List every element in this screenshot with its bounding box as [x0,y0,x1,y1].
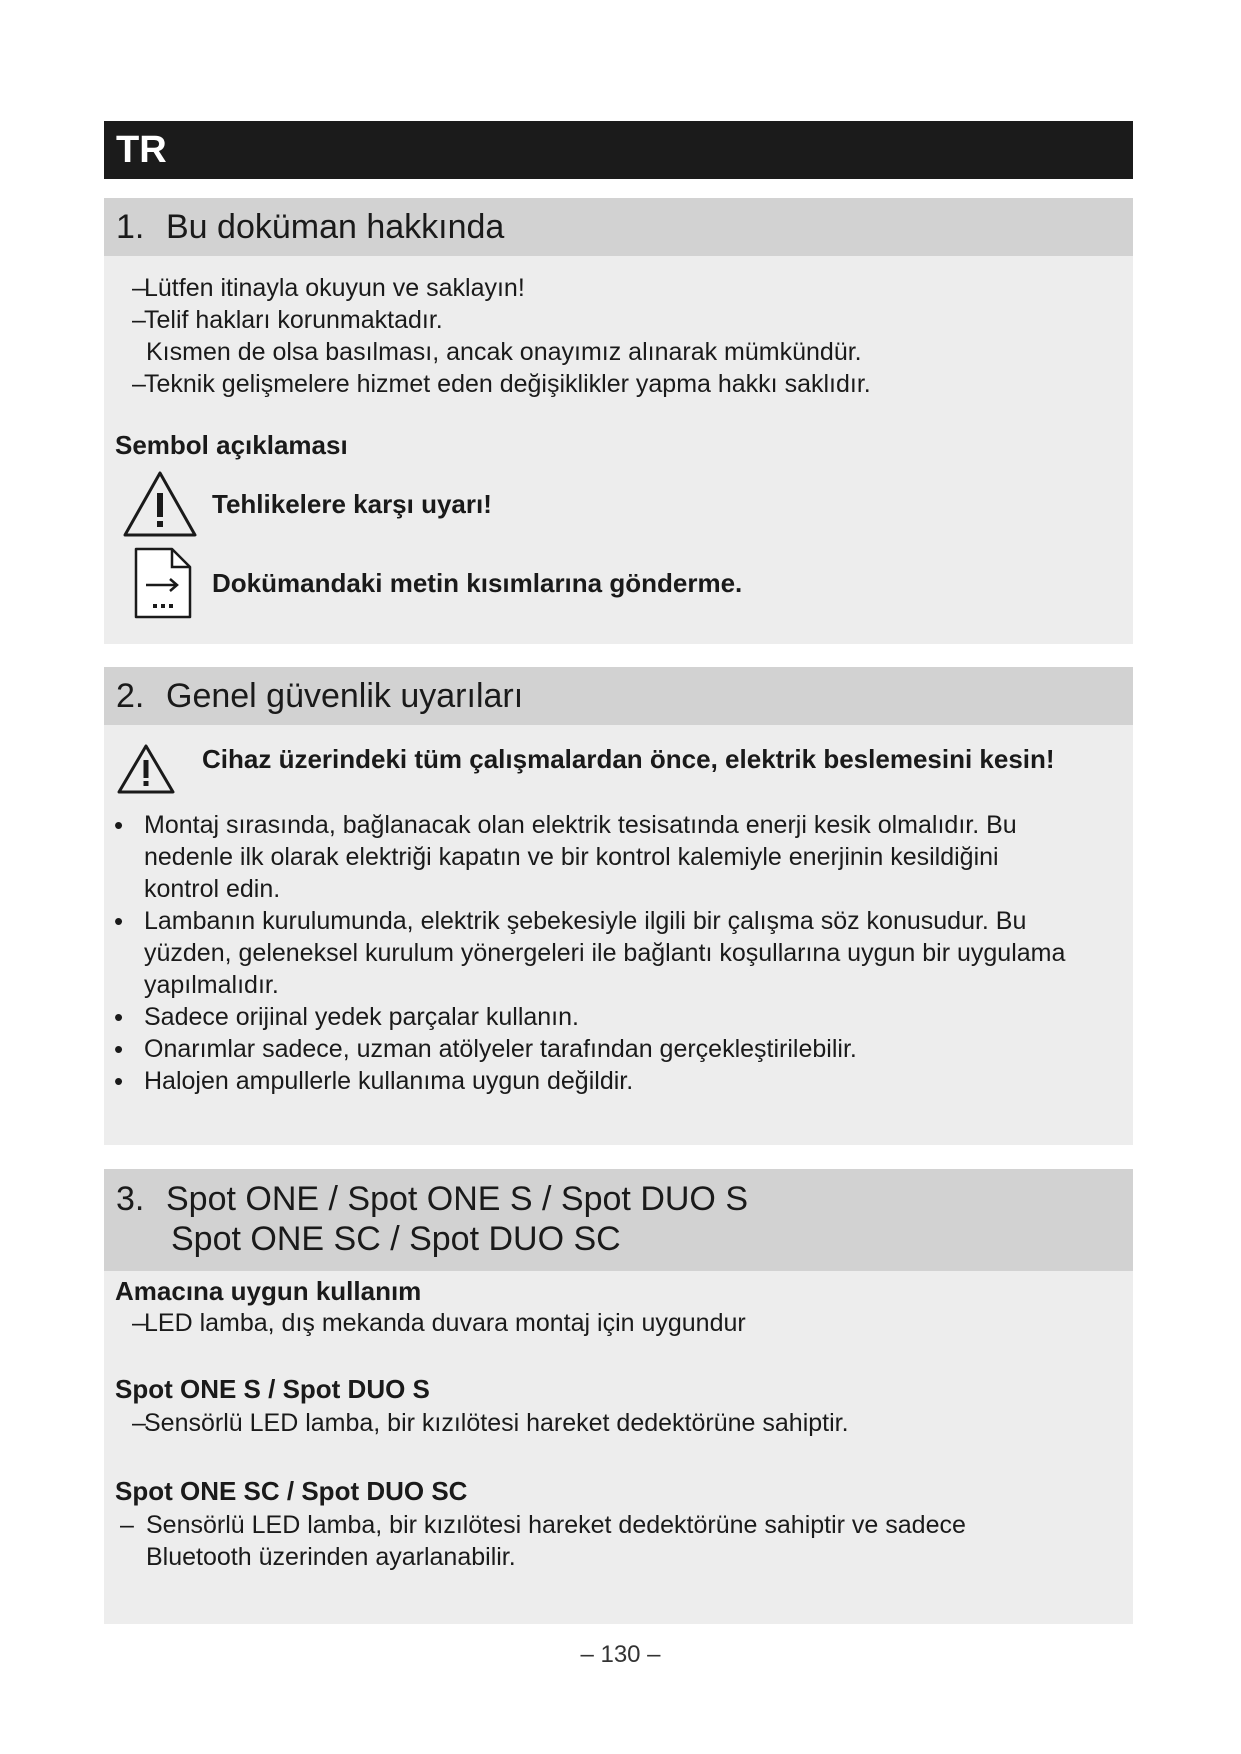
section-2-heading [104,667,1133,725]
list-item: – Sensörlü LED lamba, bir kızılötesi hareket dedektörüne sahiptir. [104,1407,1133,1439]
section-2-number: 2. [116,677,145,715]
list-item-line: yapılmalıdır. [144,971,279,999]
warning-triangle-icon [122,470,198,538]
section-1-title: Bu doküman hakkında [166,208,505,246]
section-3-title-line2: Spot ONE SC / Spot DUO SC [171,1220,621,1258]
document-reference-icon [134,547,192,619]
section-1-heading [104,198,1133,256]
list-item-line: • Montaj sırasında, bağlanacak olan elektrik tesisatında enerji kesik olmalıdır. Bu [144,811,1017,839]
list-item-line: kontrol edin. [144,875,281,903]
symbol-legend-heading: Sembol açıklaması [115,430,348,460]
section-2-title: Genel güvenlik uyarıları [166,677,524,715]
section-about-document [104,198,1133,644]
list-item: – Telif hakları korunmaktadır. [104,304,1133,336]
list-item [104,1033,1133,1065]
spot-s-heading: Spot ONE S / Spot DUO S [115,1374,430,1404]
list-item-line: Sensörlü LED lamba, bir kızılötesi hareket dedektörüne sahiptir ve sadece [146,1511,966,1539]
list-item [104,905,1133,1001]
section-1-number: 1. [116,208,145,246]
section-general-safety [104,667,1133,1145]
warning-triangle-icon [116,743,176,795]
list-item-continuation: Kısmen de olsa basılması, ancak onayımız alınarak mümkündür. [146,338,862,366]
list-item [104,1065,1133,1097]
list-item: – LED lamba, dış mekanda duvara montaj için uygundur [104,1307,1133,1339]
section-3-title-line1: Spot ONE / Spot ONE S / Spot DUO S [166,1180,749,1218]
list-item-line: • Onarımlar sadece, uzman atölyeler tarafından gerçekleştirilebilir. [144,1035,857,1063]
intended-use-heading: Amacına uygun kullanım [115,1276,422,1306]
power-warning-text: Cihaz üzerindeki tüm çalışmalardan önce, elektrik beslemesini kesin! [202,743,1055,774]
list-item [104,809,1133,905]
list-item-line: • Halojen ampullerle kullanıma uygun değildir. [144,1067,634,1095]
section-3-number: 3. [116,1180,145,1218]
list-item [104,1001,1133,1033]
power-warning-row [116,743,1055,795]
list-item-line: yüzden, geleneksel kurulum yönergeleri ile bağlantı koşullarına uygun bir uygulama [144,939,1066,967]
list-item: – Lütfen itinayla okuyun ve saklayın! [104,272,1133,304]
section-3-heading [104,1169,1133,1271]
list-item: – Teknik gelişmelere hizmet eden değişiklikler yapma hakkı saklıdır. [104,368,1133,400]
list-item-line: Bluetooth üzerinden ayarlanabilir. [146,1543,516,1571]
page-number: – 130 – [580,1641,661,1668]
list-item-line: • Lambanın kurulumunda, elektrik şebekesiyle ilgili bir çalışma söz konusudur. Bu [144,907,1027,935]
language-code: TR [116,129,167,171]
list-item: – Sensörlü LED lamba, bir kızılötesi hareket dedektörüne sahiptir ve sadece Bluetooth üzerinden ayarlanabilir. [104,1509,1133,1573]
list-item-line: nedenle ilk olarak elektriği kapatın ve bir kontrol kalemiyle enerjinin kesildiğini [144,843,999,871]
section-product-spot [104,1169,1133,1624]
symbol-row-reference [134,547,742,619]
spot-sc-heading: Spot ONE SC / Spot DUO SC [115,1476,468,1506]
symbol-row-warning [122,470,492,538]
language-header-bar [104,121,1133,179]
symbol-label-warning: Tehlikelere karşı uyarı! [212,488,492,519]
list-item-line: • Sadece orijinal yedek parçalar kullanın. [144,1003,579,1031]
symbol-label-reference: Dokümandaki metin kısımlarına gönderme. [212,567,743,598]
